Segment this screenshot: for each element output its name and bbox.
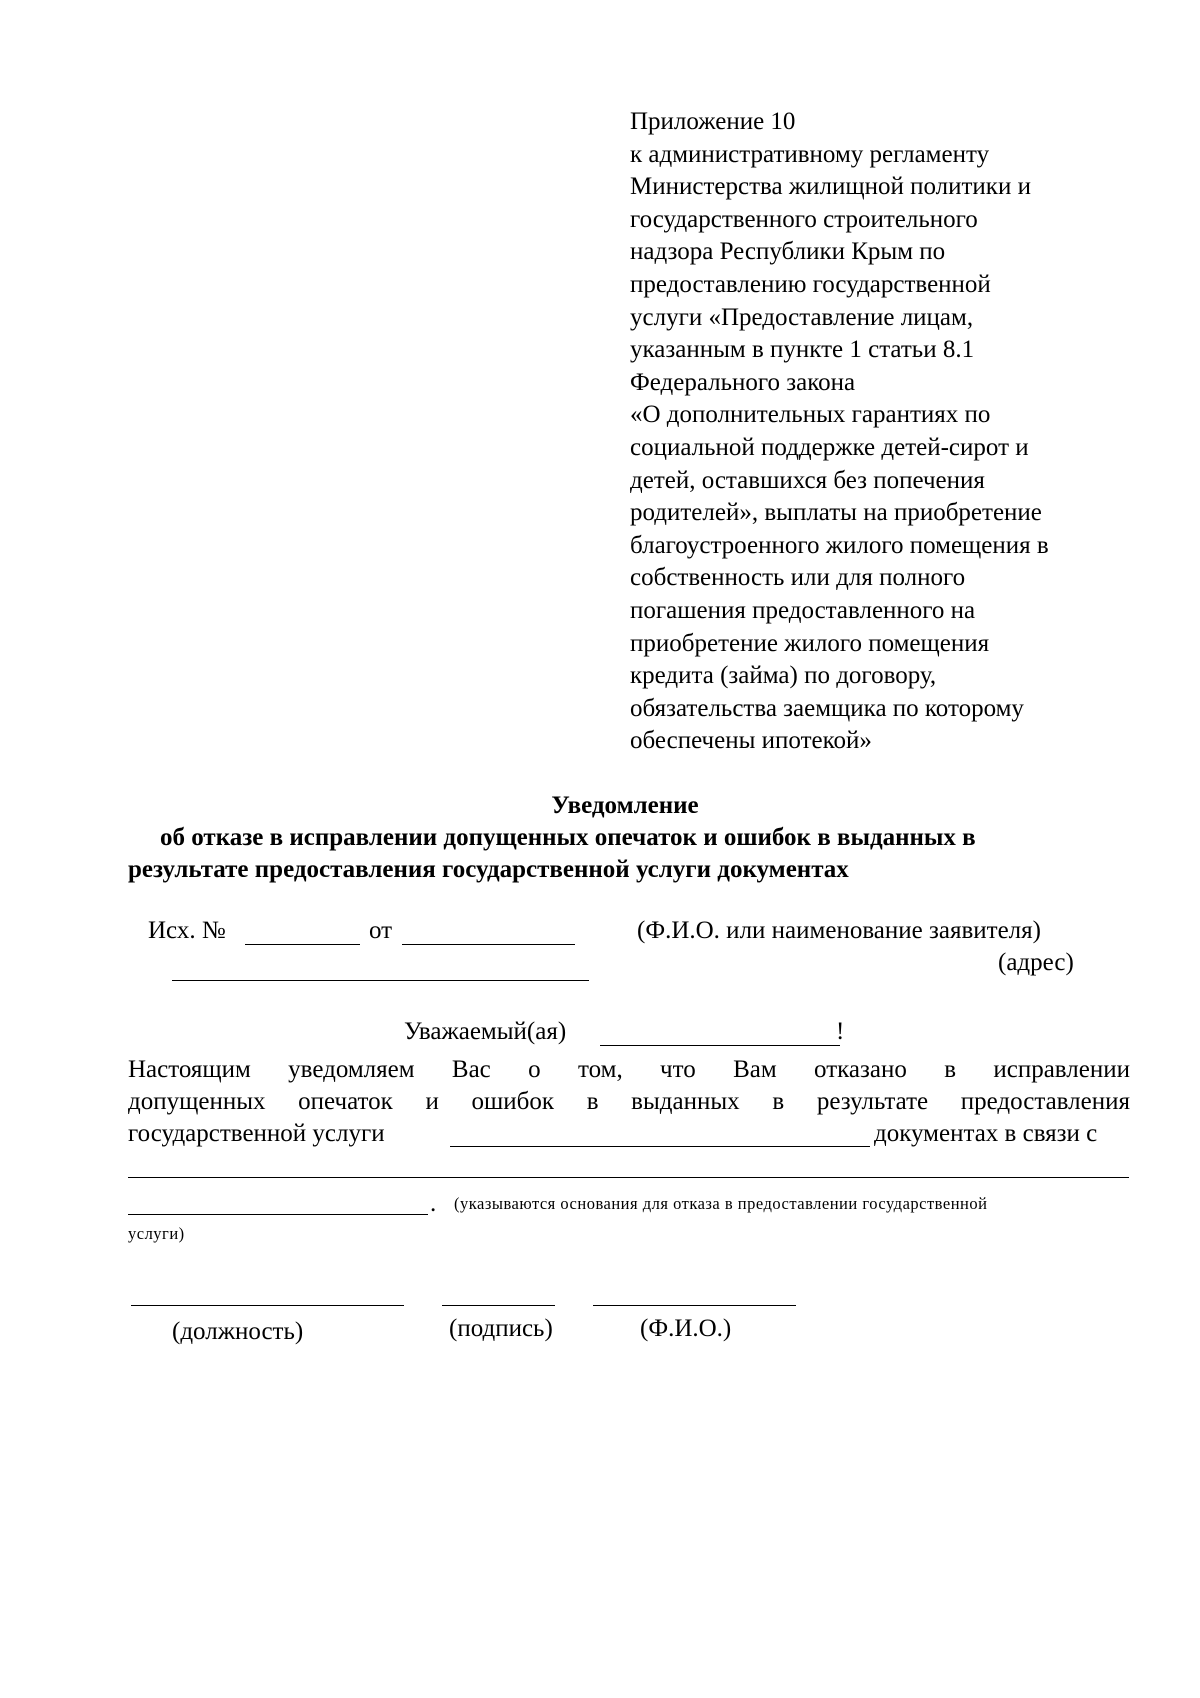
addressee-field[interactable] <box>600 1045 840 1046</box>
appendix-line: родителей», выплаты на приобретение <box>630 499 1042 527</box>
body-line-3-left: государственной услуги <box>128 1120 385 1147</box>
greeting-suffix: ! <box>836 1018 845 1045</box>
appendix-line: обязательства заемщика по которому <box>630 694 1024 722</box>
appendix-line: указанным в пункте 1 статьи 8.1 <box>630 336 975 364</box>
notice-subtitle-line2: результате предоставления государственной услуги документах <box>128 856 849 883</box>
date-from-label: от <box>369 917 393 944</box>
appendix-line: обеспечены ипотекой» <box>630 727 872 755</box>
date-field[interactable] <box>402 944 575 945</box>
appendix-line: кредита (займа) по договору, <box>630 662 937 690</box>
reason-note-line2: услуги) <box>128 1224 185 1243</box>
full-name-field[interactable] <box>593 1305 796 1306</box>
appendix-line: «О дополнительных гарантиях по <box>630 401 991 429</box>
full-name-label: (Ф.И.О.) <box>640 1315 732 1342</box>
reason-line-2[interactable] <box>128 1214 428 1215</box>
greeting-prefix: Уважаемый(ая) <box>404 1018 567 1045</box>
reason-end-dot: . <box>430 1190 437 1217</box>
outgoing-number-field[interactable] <box>245 944 360 945</box>
appendix-line: Приложение 10 <box>630 108 796 135</box>
appendix-line: государственного строительного <box>630 205 978 233</box>
position-field[interactable] <box>131 1305 404 1306</box>
appendix-line: Министерства жилищной политики и <box>630 173 1031 201</box>
reason-note-line1: (указываются основания для отказа в предоставлении государственной <box>454 1194 988 1213</box>
notice-subtitle-line1: об отказе в исправлении допущенных опечаток и ошибок в выданных в <box>160 824 976 851</box>
applicant-name-label: (Ф.И.О. или наименование заявителя) <box>637 917 1041 944</box>
position-label: (должность) <box>172 1318 304 1345</box>
appendix-header <box>630 106 1150 758</box>
service-name-field[interactable] <box>450 1146 870 1147</box>
appendix-line: социальной поддержке детей-сирот и <box>630 433 1029 461</box>
appendix-line: услуги «Предоставление лицам, <box>630 303 974 331</box>
appendix-line: детей, оставшихся без попечения <box>630 466 985 494</box>
appendix-line: Федерального закона <box>630 368 856 396</box>
appendix-line: собственность или для полного <box>630 564 966 592</box>
appendix-line: благоустроенного жилого помещения в <box>630 531 1049 559</box>
body-line-1: Настоящим уведомляем Вас о том, что Вам отказано в исправлении <box>128 1056 1130 1083</box>
outgoing-number-label: Исх. № <box>148 917 226 944</box>
blank-line-field[interactable] <box>172 980 589 981</box>
appendix-line: приобретение жилого помещения <box>630 629 990 657</box>
appendix-line: к административному регламенту <box>630 140 990 168</box>
notice-title: Уведомление <box>551 792 699 819</box>
reason-line-1[interactable] <box>128 1177 1129 1178</box>
signature-label: (подпись) <box>449 1315 553 1342</box>
appendix-line: надзора Республики Крым по <box>630 238 946 266</box>
signature-field[interactable] <box>442 1305 555 1306</box>
body-line-2: допущенных опечаток и ошибок в выданных в результате предоставления <box>128 1088 1130 1115</box>
address-label: (адрес) <box>998 949 1074 976</box>
body-line-3-right: документах в связи с <box>874 1120 1098 1147</box>
appendix-line: погашения предоставленного на <box>630 596 976 624</box>
appendix-line: предоставлению государственной <box>630 270 991 298</box>
